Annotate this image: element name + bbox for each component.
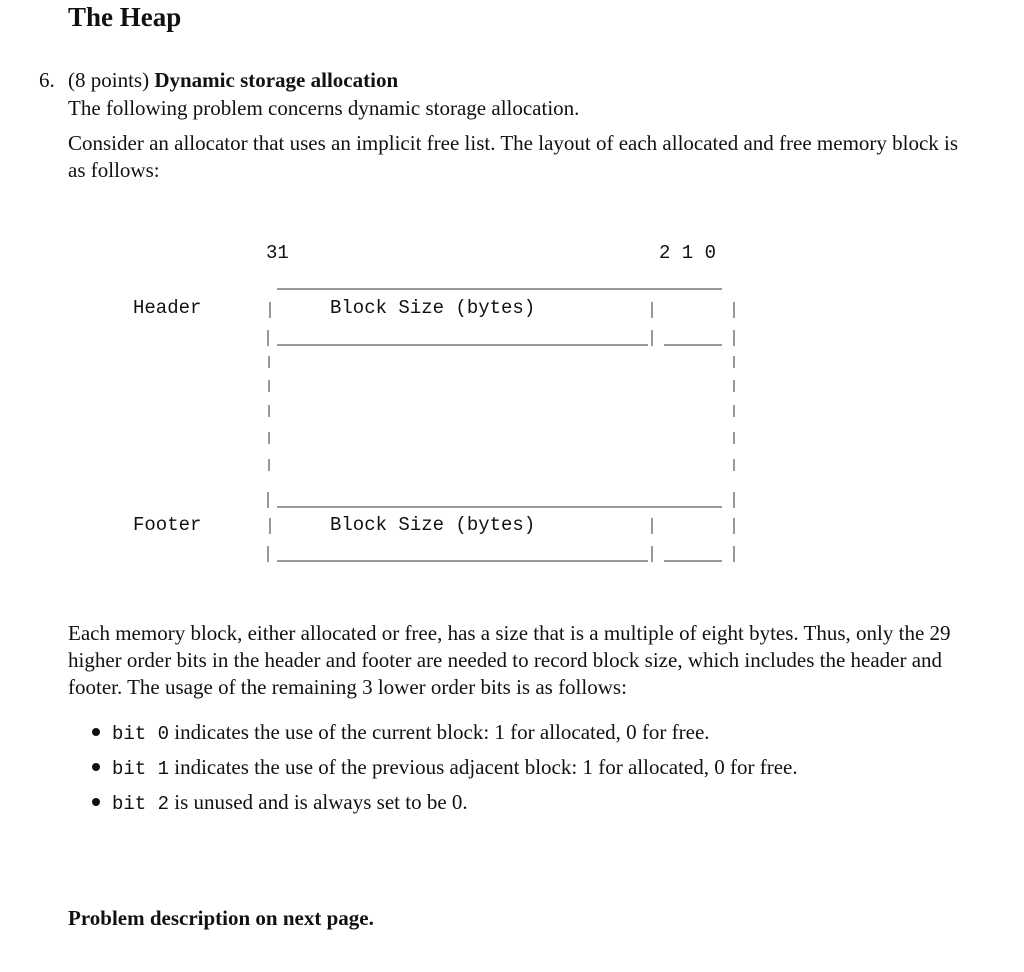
footer-note: Problem description on next page. [68, 906, 374, 930]
bullet-dot-icon [92, 728, 100, 736]
bit-description: is unused and is always set to be 0. [174, 790, 468, 814]
bit-usage-explanation: Each memory block, either allocated or free, has a size that is a multiple of eight bytes. Thus, only the 29 higher order bits in the header and footer are needed to record block size, which includes the header and footer. The usage of the remaining 3 lower order bits is as follows: [68, 621, 951, 699]
bit-code: bit 2 [112, 793, 170, 815]
bit-label-31: 31 [266, 242, 289, 264]
problem-heading [39, 68, 398, 93]
bullet-bit-1 [92, 755, 798, 780]
header-label: Header [133, 297, 202, 319]
footer-block-size-field: Block Size (bytes) [330, 514, 536, 536]
problem-points: (8 points) [68, 68, 150, 92]
footer-label: Footer [133, 514, 202, 536]
layout-sentence: Consider an allocator that uses an implicit free list. The layout of each allocated and free memory block is as follows: [68, 131, 959, 182]
bit-description: indicates the use of the previous adjacent block: 1 for allocated, 0 for free. [174, 755, 798, 779]
problem-title: Dynamic storage allocation [154, 68, 399, 92]
section-title: The Heap [68, 2, 182, 32]
bullet-dot-icon [92, 798, 100, 806]
bit-description: indicates the use of the current block: 1 for allocated, 0 for free. [174, 720, 710, 744]
bit-code: bit 0 [112, 723, 170, 745]
bullet-bit-2 [92, 790, 468, 815]
problem-number: 6. [39, 68, 55, 92]
bit-label-210: 2 1 0 [659, 242, 717, 264]
problem-intro: The following problem concerns dynamic storage allocation. [68, 96, 580, 120]
bullet-dot-icon [92, 763, 100, 771]
header-block-size-field: Block Size (bytes) [330, 297, 536, 319]
bit-code: bit 1 [112, 758, 170, 780]
bullet-bit-0 [92, 720, 710, 745]
